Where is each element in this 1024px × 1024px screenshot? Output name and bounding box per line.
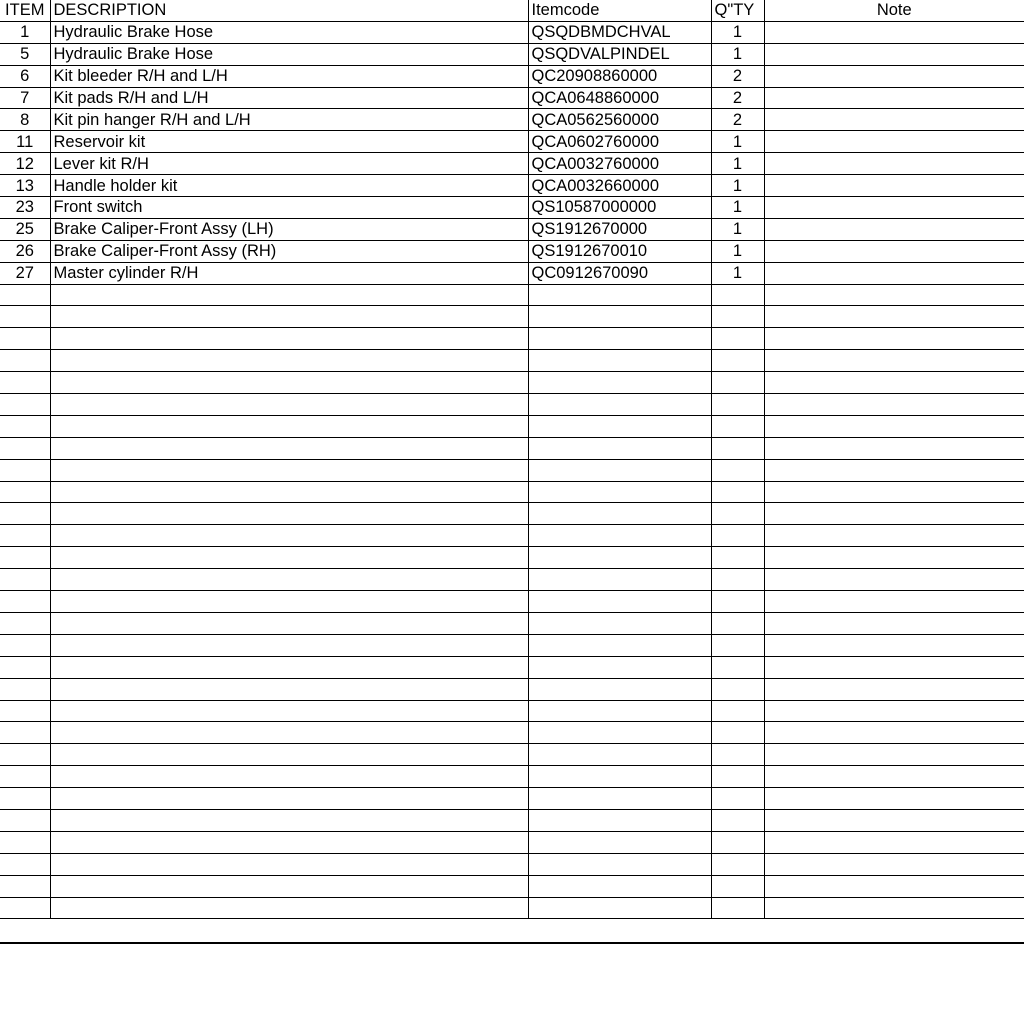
qty-cell xyxy=(711,656,764,678)
note-cell xyxy=(764,131,1024,153)
item-cell xyxy=(0,591,50,613)
itemcode-cell: QC0912670090 xyxy=(528,262,711,284)
description-cell: Front switch xyxy=(50,197,528,219)
table-row xyxy=(0,459,1024,481)
note-cell xyxy=(764,415,1024,437)
table-row xyxy=(0,175,1024,197)
note-cell xyxy=(764,591,1024,613)
table-row xyxy=(0,766,1024,788)
table-row xyxy=(0,284,1024,306)
qty-cell: 2 xyxy=(711,109,764,131)
itemcode-cell xyxy=(528,350,711,372)
note-cell xyxy=(764,525,1024,547)
item-cell xyxy=(0,328,50,350)
table-row xyxy=(0,218,1024,240)
qty-cell xyxy=(711,481,764,503)
note-cell xyxy=(764,656,1024,678)
description-cell xyxy=(50,897,528,919)
description-cell xyxy=(50,722,528,744)
description-cell xyxy=(50,788,528,810)
note-cell xyxy=(764,43,1024,65)
note-cell xyxy=(764,744,1024,766)
qty-cell xyxy=(711,853,764,875)
qty-cell: 1 xyxy=(711,131,764,153)
item-cell: 7 xyxy=(0,87,50,109)
item-cell: 12 xyxy=(0,153,50,175)
item-cell xyxy=(0,744,50,766)
table-row xyxy=(0,197,1024,219)
note-cell xyxy=(764,459,1024,481)
item-cell: 26 xyxy=(0,240,50,262)
description-cell xyxy=(50,569,528,591)
note-cell xyxy=(764,284,1024,306)
qty-cell xyxy=(711,700,764,722)
table-row xyxy=(0,788,1024,810)
description-cell xyxy=(50,766,528,788)
item-cell xyxy=(0,503,50,525)
qty-cell: 1 xyxy=(711,43,764,65)
table-row xyxy=(0,722,1024,744)
item-cell xyxy=(0,766,50,788)
table-row xyxy=(0,328,1024,350)
note-cell xyxy=(764,197,1024,219)
item-cell xyxy=(0,788,50,810)
qty-cell xyxy=(711,809,764,831)
itemcode-cell xyxy=(528,569,711,591)
itemcode-cell xyxy=(528,853,711,875)
qty-cell: 1 xyxy=(711,240,764,262)
itemcode-cell xyxy=(528,656,711,678)
item-cell xyxy=(0,700,50,722)
itemcode-cell xyxy=(528,809,711,831)
item-column-header: ITEM xyxy=(0,0,50,21)
qty-column-header: Q"TY xyxy=(711,0,764,21)
table-row xyxy=(0,525,1024,547)
description-cell: Brake Caliper-Front Assy (RH) xyxy=(50,240,528,262)
note-cell xyxy=(764,897,1024,919)
itemcode-cell xyxy=(528,591,711,613)
itemcode-cell: QCA0032760000 xyxy=(528,153,711,175)
itemcode-cell xyxy=(528,372,711,394)
note-cell xyxy=(764,547,1024,569)
qty-cell xyxy=(711,503,764,525)
table-row xyxy=(0,481,1024,503)
description-cell xyxy=(50,525,528,547)
table-row xyxy=(0,415,1024,437)
bottom-rule xyxy=(0,942,1024,944)
item-cell xyxy=(0,809,50,831)
qty-cell xyxy=(711,678,764,700)
item-cell xyxy=(0,437,50,459)
note-cell xyxy=(764,437,1024,459)
itemcode-cell xyxy=(528,525,711,547)
table-row xyxy=(0,306,1024,328)
note-cell xyxy=(764,722,1024,744)
note-cell xyxy=(764,394,1024,416)
description-cell xyxy=(50,284,528,306)
item-cell: 13 xyxy=(0,175,50,197)
note-cell xyxy=(764,153,1024,175)
note-cell xyxy=(764,372,1024,394)
description-cell: Kit pin hanger R/H and L/H xyxy=(50,109,528,131)
item-cell: 5 xyxy=(0,43,50,65)
qty-cell xyxy=(711,722,764,744)
item-cell: 1 xyxy=(0,21,50,43)
itemcode-cell xyxy=(528,459,711,481)
table-row xyxy=(0,853,1024,875)
item-cell xyxy=(0,875,50,897)
qty-cell: 2 xyxy=(711,87,764,109)
description-cell xyxy=(50,875,528,897)
note-column-header: Note xyxy=(764,0,1024,21)
item-cell: 27 xyxy=(0,262,50,284)
description-cell xyxy=(50,700,528,722)
itemcode-cell xyxy=(528,415,711,437)
table-row xyxy=(0,109,1024,131)
item-cell xyxy=(0,678,50,700)
item-cell xyxy=(0,306,50,328)
itemcode-cell xyxy=(528,547,711,569)
description-cell: Handle holder kit xyxy=(50,175,528,197)
item-cell xyxy=(0,656,50,678)
qty-cell xyxy=(711,415,764,437)
note-cell xyxy=(764,262,1024,284)
table-row xyxy=(0,547,1024,569)
itemcode-cell xyxy=(528,788,711,810)
description-cell: Brake Caliper-Front Assy (LH) xyxy=(50,218,528,240)
note-cell xyxy=(764,65,1024,87)
itemcode-cell xyxy=(528,634,711,656)
item-cell xyxy=(0,350,50,372)
description-cell: Hydraulic Brake Hose xyxy=(50,21,528,43)
item-cell: 25 xyxy=(0,218,50,240)
note-cell xyxy=(764,306,1024,328)
description-cell xyxy=(50,372,528,394)
itemcode-cell: QS10587000000 xyxy=(528,197,711,219)
item-cell xyxy=(0,481,50,503)
qty-cell xyxy=(711,547,764,569)
table-row xyxy=(0,394,1024,416)
qty-cell xyxy=(711,284,764,306)
parts-table-body xyxy=(0,21,1024,919)
table-row xyxy=(0,612,1024,634)
note-cell xyxy=(764,109,1024,131)
table-row xyxy=(0,240,1024,262)
table-row xyxy=(0,656,1024,678)
note-cell xyxy=(764,218,1024,240)
item-cell xyxy=(0,634,50,656)
qty-cell xyxy=(711,372,764,394)
itemcode-cell: QC20908860000 xyxy=(528,65,711,87)
note-cell xyxy=(764,21,1024,43)
note-cell xyxy=(764,87,1024,109)
table-row xyxy=(0,43,1024,65)
description-cell xyxy=(50,656,528,678)
qty-cell xyxy=(711,525,764,547)
itemcode-cell xyxy=(528,306,711,328)
qty-cell xyxy=(711,328,764,350)
item-cell xyxy=(0,394,50,416)
item-cell xyxy=(0,569,50,591)
item-cell: 8 xyxy=(0,109,50,131)
note-cell xyxy=(764,875,1024,897)
qty-cell xyxy=(711,875,764,897)
itemcode-cell xyxy=(528,831,711,853)
header-row xyxy=(0,0,1024,21)
itemcode-cell xyxy=(528,897,711,919)
note-cell xyxy=(764,788,1024,810)
description-cell xyxy=(50,328,528,350)
qty-cell: 1 xyxy=(711,175,764,197)
note-cell xyxy=(764,569,1024,591)
note-cell xyxy=(764,700,1024,722)
qty-cell xyxy=(711,569,764,591)
itemcode-cell: QCA0562560000 xyxy=(528,109,711,131)
qty-cell xyxy=(711,591,764,613)
itemcode-cell xyxy=(528,437,711,459)
itemcode-cell: QS1912670000 xyxy=(528,218,711,240)
qty-cell xyxy=(711,459,764,481)
item-cell xyxy=(0,547,50,569)
description-cell: Master cylinder R/H xyxy=(50,262,528,284)
description-cell xyxy=(50,853,528,875)
item-cell xyxy=(0,525,50,547)
description-cell xyxy=(50,547,528,569)
item-cell xyxy=(0,459,50,481)
qty-cell xyxy=(711,897,764,919)
table-row xyxy=(0,503,1024,525)
table-row xyxy=(0,87,1024,109)
item-cell xyxy=(0,897,50,919)
table-row xyxy=(0,21,1024,43)
description-cell: Kit bleeder R/H and L/H xyxy=(50,65,528,87)
item-cell: 6 xyxy=(0,65,50,87)
itemcode-cell: QCA0648860000 xyxy=(528,87,711,109)
description-cell xyxy=(50,612,528,634)
item-cell: 11 xyxy=(0,131,50,153)
item-cell xyxy=(0,284,50,306)
itemcode-cell xyxy=(528,328,711,350)
note-cell xyxy=(764,831,1024,853)
description-cell xyxy=(50,503,528,525)
description-cell xyxy=(50,437,528,459)
table-row xyxy=(0,875,1024,897)
description-cell: Hydraulic Brake Hose xyxy=(50,43,528,65)
description-cell xyxy=(50,744,528,766)
description-cell xyxy=(50,394,528,416)
note-cell xyxy=(764,481,1024,503)
item-cell xyxy=(0,415,50,437)
itemcode-cell: QCA0032660000 xyxy=(528,175,711,197)
description-cell xyxy=(50,415,528,437)
qty-cell xyxy=(711,612,764,634)
item-cell xyxy=(0,372,50,394)
item-cell xyxy=(0,853,50,875)
itemcode-cell xyxy=(528,678,711,700)
note-cell xyxy=(764,853,1024,875)
item-cell xyxy=(0,722,50,744)
description-cell: Kit pads R/H and L/H xyxy=(50,87,528,109)
description-cell: Lever kit R/H xyxy=(50,153,528,175)
description-cell xyxy=(50,591,528,613)
itemcode-cell: QCA0602760000 xyxy=(528,131,711,153)
note-cell xyxy=(764,350,1024,372)
qty-cell xyxy=(711,306,764,328)
qty-cell xyxy=(711,766,764,788)
itemcode-cell xyxy=(528,700,711,722)
qty-cell: 1 xyxy=(711,262,764,284)
note-cell xyxy=(764,766,1024,788)
table-row xyxy=(0,678,1024,700)
note-cell xyxy=(764,240,1024,262)
qty-cell xyxy=(711,634,764,656)
note-cell xyxy=(764,809,1024,831)
qty-cell: 1 xyxy=(711,218,764,240)
itemcode-cell: QSQDBMDCHVAL xyxy=(528,21,711,43)
itemcode-column-header: Itemcode xyxy=(528,0,711,21)
table-row xyxy=(0,831,1024,853)
table-row xyxy=(0,897,1024,919)
table-row xyxy=(0,350,1024,372)
description-cell xyxy=(50,350,528,372)
qty-cell: 1 xyxy=(711,153,764,175)
description-cell xyxy=(50,306,528,328)
qty-cell xyxy=(711,831,764,853)
table-row xyxy=(0,591,1024,613)
qty-cell xyxy=(711,744,764,766)
qty-cell: 1 xyxy=(711,197,764,219)
item-cell xyxy=(0,831,50,853)
itemcode-cell xyxy=(528,875,711,897)
qty-cell xyxy=(711,437,764,459)
note-cell xyxy=(764,612,1024,634)
note-cell xyxy=(764,634,1024,656)
qty-cell xyxy=(711,350,764,372)
table-row xyxy=(0,569,1024,591)
table-row xyxy=(0,262,1024,284)
table-row xyxy=(0,437,1024,459)
itemcode-cell xyxy=(528,766,711,788)
description-cell xyxy=(50,809,528,831)
description-cell xyxy=(50,481,528,503)
table-row xyxy=(0,65,1024,87)
note-cell xyxy=(764,175,1024,197)
item-cell: 23 xyxy=(0,197,50,219)
qty-cell xyxy=(711,788,764,810)
note-cell xyxy=(764,328,1024,350)
itemcode-cell xyxy=(528,722,711,744)
table-row xyxy=(0,372,1024,394)
itemcode-cell xyxy=(528,481,711,503)
itemcode-cell xyxy=(528,744,711,766)
description-cell xyxy=(50,634,528,656)
description-cell xyxy=(50,831,528,853)
description-cell xyxy=(50,678,528,700)
note-cell xyxy=(764,503,1024,525)
table-row xyxy=(0,131,1024,153)
itemcode-cell: QS1912670010 xyxy=(528,240,711,262)
table-row xyxy=(0,153,1024,175)
table-row xyxy=(0,634,1024,656)
itemcode-cell: QSQDVALPINDEL xyxy=(528,43,711,65)
item-cell xyxy=(0,612,50,634)
note-cell xyxy=(764,678,1024,700)
description-cell: Reservoir kit xyxy=(50,131,528,153)
description-cell xyxy=(50,459,528,481)
itemcode-cell xyxy=(528,503,711,525)
table-row xyxy=(0,809,1024,831)
itemcode-cell xyxy=(528,284,711,306)
table-row xyxy=(0,700,1024,722)
itemcode-cell xyxy=(528,612,711,634)
qty-cell: 2 xyxy=(711,65,764,87)
qty-cell xyxy=(711,394,764,416)
table-row xyxy=(0,744,1024,766)
qty-cell: 1 xyxy=(711,21,764,43)
description-column-header: DESCRIPTION xyxy=(50,0,528,21)
itemcode-cell xyxy=(528,394,711,416)
